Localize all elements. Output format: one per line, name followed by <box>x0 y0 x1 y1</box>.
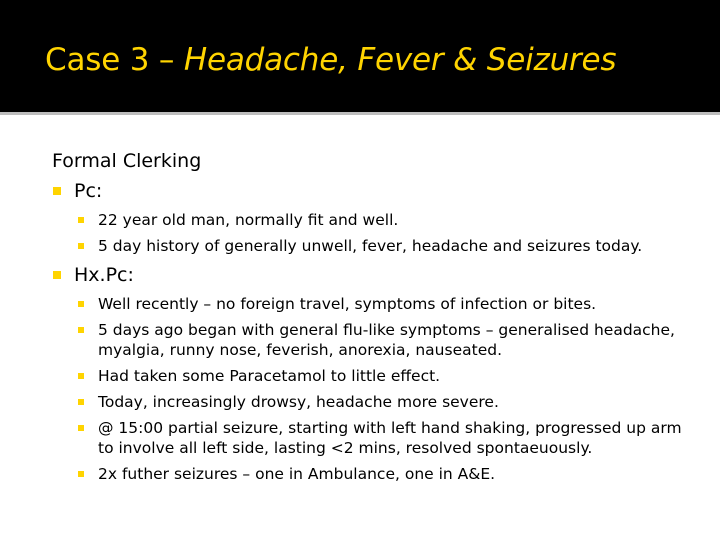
title-divider <box>0 112 720 115</box>
list-item <box>52 236 702 256</box>
list-item <box>52 366 702 386</box>
list-item-text: 5 day history of generally unwell, fever, headache and seizures today. <box>98 237 643 255</box>
list-item <box>52 320 702 360</box>
small-square-bullet-icon <box>78 425 84 431</box>
slide-title-italic: Headache, Fever & Seizures <box>183 42 617 78</box>
small-square-bullet-icon <box>78 217 84 223</box>
list-item <box>52 464 702 484</box>
slide-title-prefix: Case 3 – <box>45 42 184 78</box>
list-item <box>52 418 702 458</box>
list-item-text: @ 15:00 partial seizure, starting with left hand shaking, progressed up arm to involve all left side, lasting <2 mins, resolved spontaeuously. <box>98 419 682 457</box>
small-square-bullet-icon <box>78 373 84 379</box>
small-square-bullet-icon <box>78 243 84 249</box>
list-item-text: Had taken some Paracetamol to little effect. <box>98 367 441 385</box>
list-item-text: 5 days ago began with general flu-like symptoms – generalised headache, myalgia, runny nose, feverish, anorexia, nauseated. <box>98 321 675 359</box>
square-bullet-icon <box>53 271 61 279</box>
bullet-pc <box>52 178 702 204</box>
slide-content <box>52 148 702 490</box>
list-item-text: Today, increasingly drowsy, headache more severe. <box>98 393 499 411</box>
small-square-bullet-icon <box>78 399 84 405</box>
list-item-text: 22 year old man, normally fit and well. <box>98 211 399 229</box>
small-square-bullet-icon <box>78 327 84 333</box>
bullet-hxpc-label: Hx.Pc: <box>74 264 134 286</box>
list-item-text: Well recently – no foreign travel, symptoms of infection or bites. <box>98 295 597 313</box>
list-item <box>52 294 702 314</box>
square-bullet-icon <box>53 187 61 195</box>
bullet-pc-label: Pc: <box>74 180 103 202</box>
pc-sublist <box>52 210 702 256</box>
small-square-bullet-icon <box>78 301 84 307</box>
small-square-bullet-icon <box>78 471 84 477</box>
hxpc-sublist <box>52 294 702 484</box>
section-heading: Formal Clerking <box>52 150 202 172</box>
slide-title <box>45 42 616 78</box>
list-item <box>52 210 702 230</box>
list-item-text: 2x futher seizures – one in Ambulance, one in A&E. <box>98 465 496 483</box>
list-item <box>52 392 702 412</box>
bullet-hxpc <box>52 262 702 288</box>
